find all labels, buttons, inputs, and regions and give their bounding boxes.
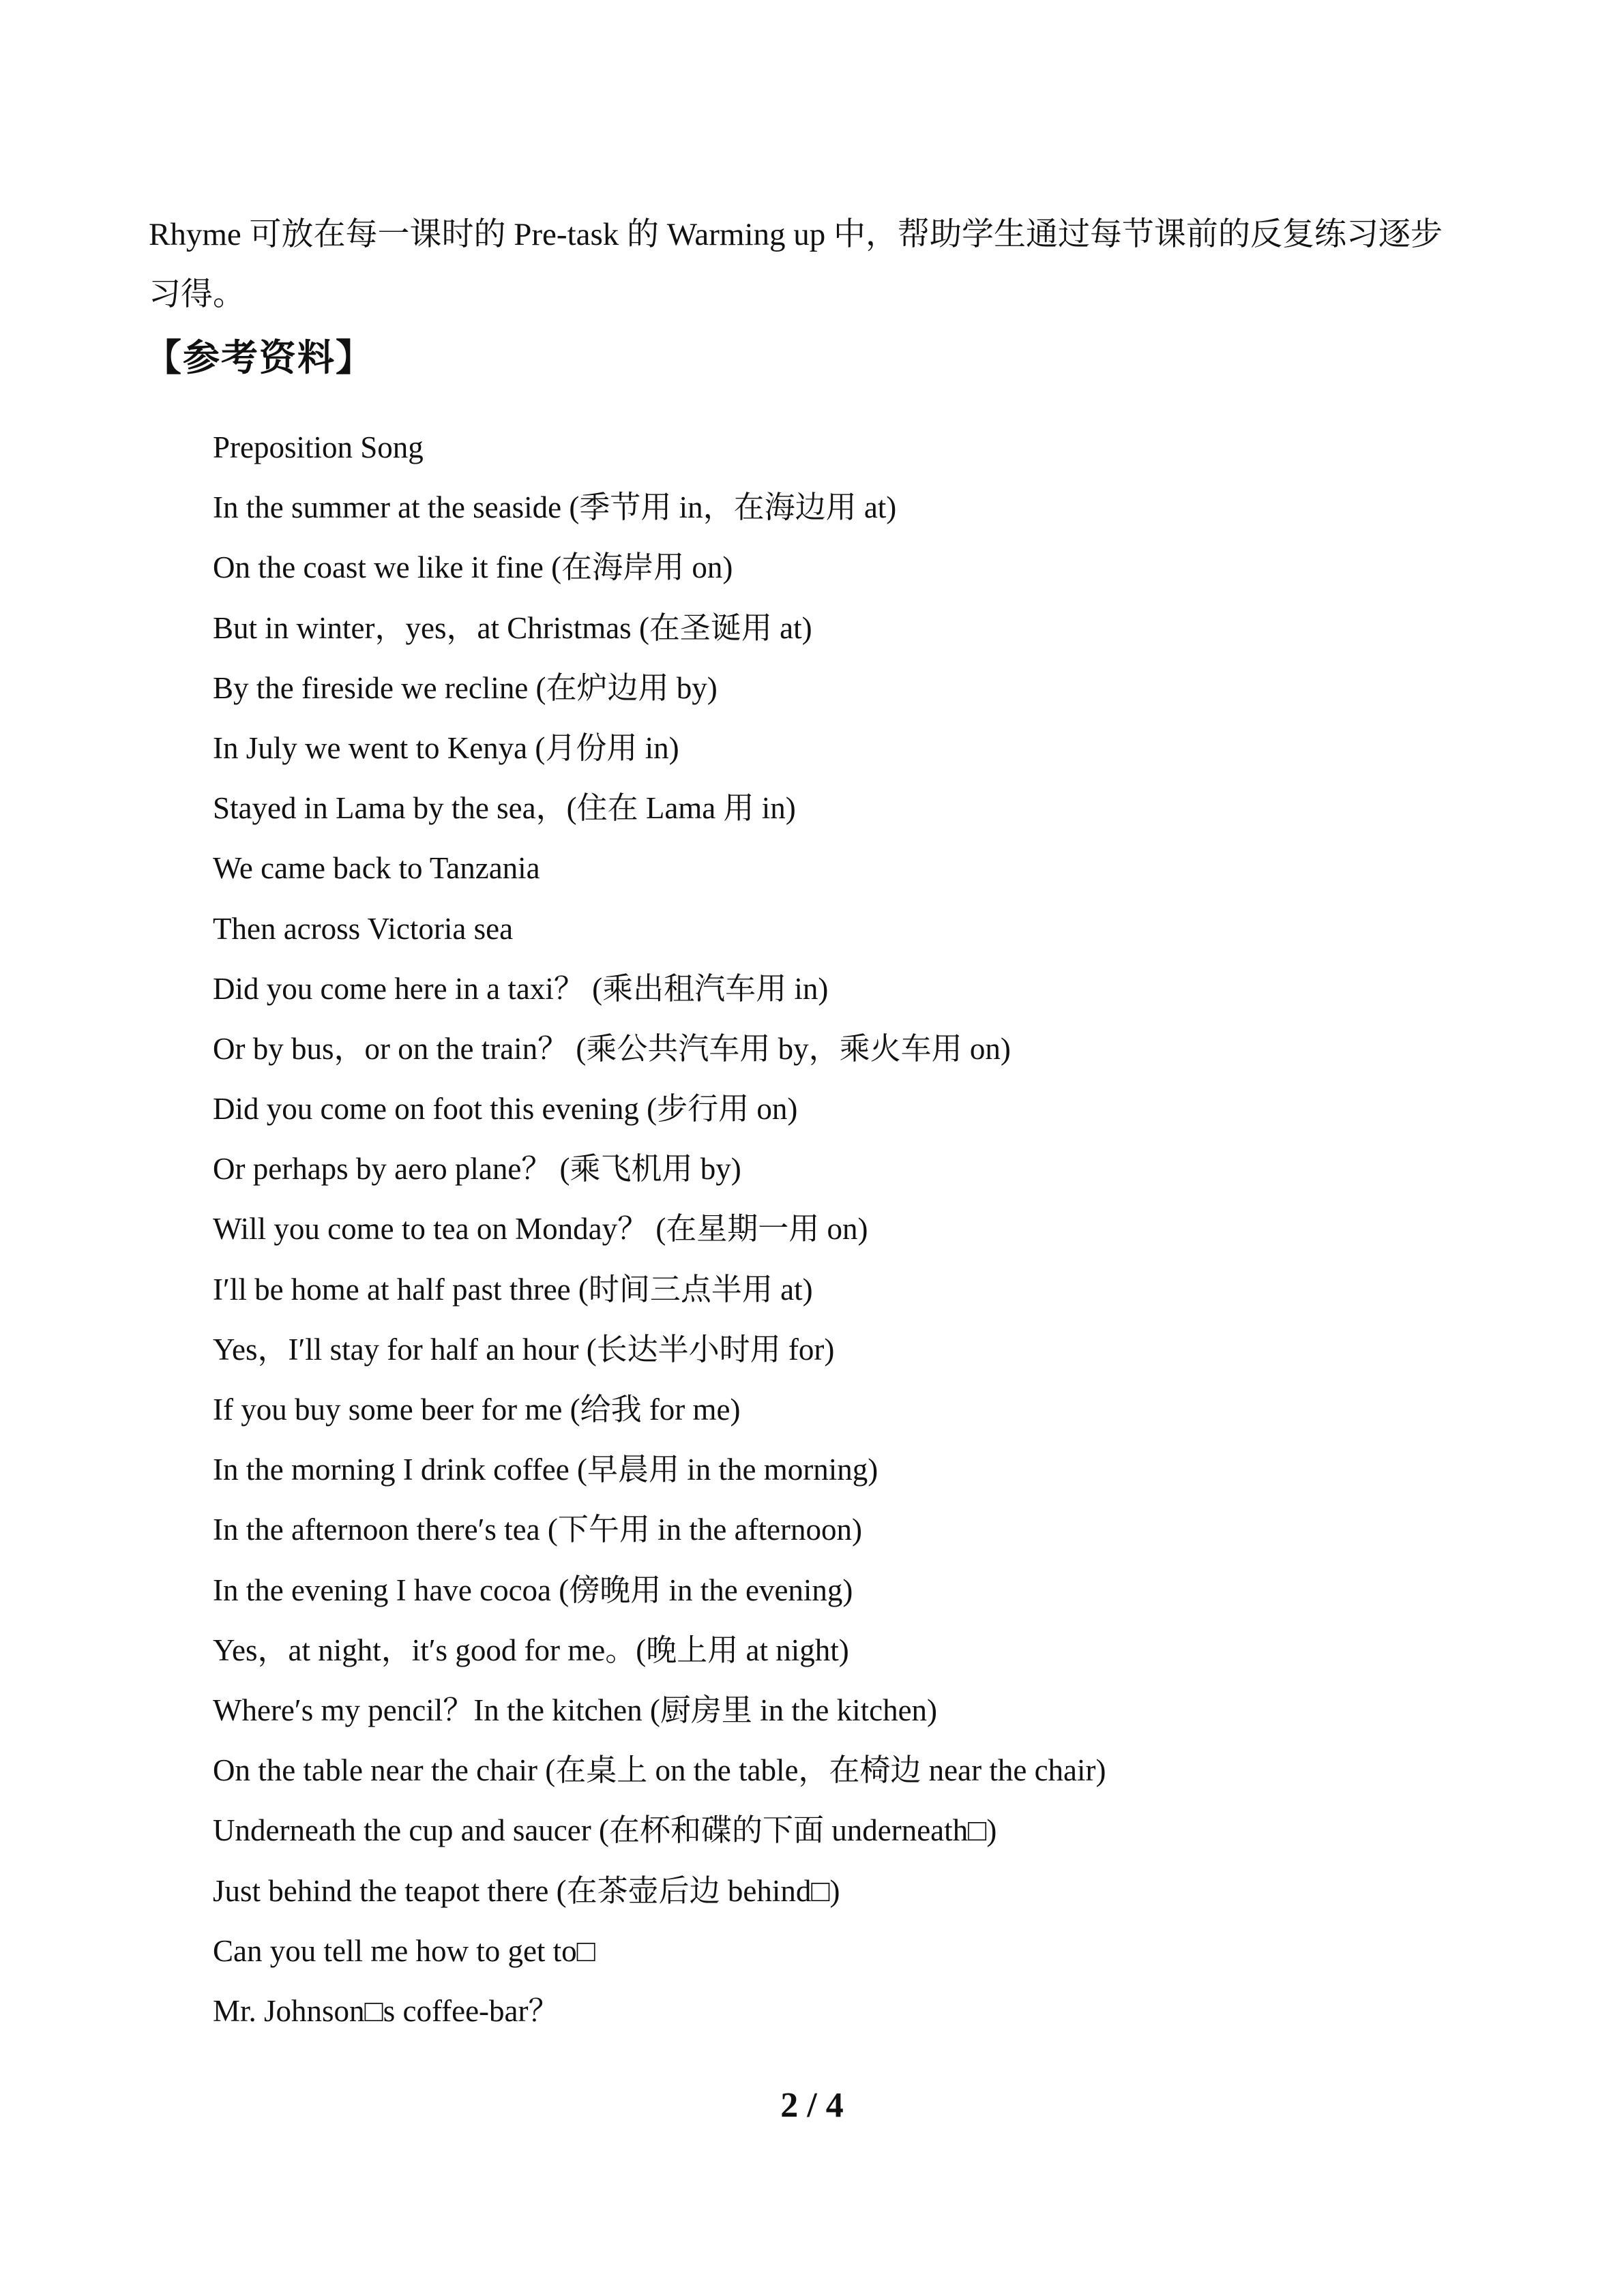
song-line: If you buy some beer for me (给我 for me) [213, 1392, 741, 1427]
song-line: Can you tell me how to get to□ [213, 1933, 595, 1968]
song-line: In the afternoon there′s tea (下午用 in the afternoon) [213, 1512, 862, 1547]
intro-line-1: Rhyme 可放在每一课时的 Pre-task 的 Warming up 中，帮助学生通过每节课前的反复练习逐步 [149, 217, 1443, 252]
song-line: Just behind the teapot there (在茶壶后边 behind□) [213, 1873, 840, 1908]
intro-paragraph [149, 205, 1486, 325]
song-line: Yes，I′ll stay for half an hour (长达半小时用 for) [213, 1332, 835, 1367]
preposition-song [213, 417, 1106, 2041]
song-line: I′ll be home at half past three (时间三点半用 at) [213, 1272, 813, 1307]
page-number: 2 / 4 [780, 2086, 844, 2125]
song-line: Where′s my pencil？In the kitchen (厨房里 in the kitchen) [213, 1693, 938, 1727]
song-line: But in winter，yes，at Christmas (在圣诞用 at) [213, 610, 812, 645]
song-line: By the fireside we recline (在炉边用 by) [213, 670, 718, 705]
song-line: Mr. Johnson□s coffee-bar？ [213, 1993, 559, 2028]
song-line: We came back to Tanzania [213, 851, 540, 886]
song-line: Stayed in Lama by the sea，(住在 Lama 用 in) [213, 791, 796, 826]
intro-line-2: 习得。 [149, 277, 245, 312]
song-line: In the morning I drink coffee (早晨用 in the morning) [213, 1452, 879, 1487]
reference-heading: 【参考资料】 [145, 336, 374, 379]
song-line: Yes，at night，it′s good for me。(晚上用 at night) [213, 1632, 849, 1667]
song-line: Underneath the cup and saucer (在杯和碟的下面 underneath□) [213, 1813, 997, 1848]
song-line: On the table near the chair (在桌上 on the table，在椅边 near the chair) [213, 1753, 1106, 1788]
song-line: Or by bus，or on the train？ (乘公共汽车用 by，乘火车用 on) [213, 1031, 1011, 1066]
song-line: Or perhaps by aero plane？ (乘飞机用 by) [213, 1152, 741, 1187]
song-line: In July we went to Kenya (月份用 in) [213, 730, 679, 765]
song-line: In the evening I have cocoa (傍晚用 in the evening) [213, 1572, 853, 1607]
song-line: Did you come here in a taxi？ (乘出租汽车用 in) [213, 971, 829, 1006]
song-line: In the summer at the seaside (季节用 in，在海边用 at) [213, 490, 897, 525]
song-title: Preposition Song [213, 430, 424, 464]
song-line: Will you come to tea on Monday？ (在星期一用 on) [213, 1212, 868, 1247]
song-line: On the coast we like it fine (在海岸用 on) [213, 550, 733, 585]
song-line: Then across Victoria sea [213, 911, 514, 946]
song-line: Did you come on foot this evening (步行用 on) [213, 1092, 798, 1127]
